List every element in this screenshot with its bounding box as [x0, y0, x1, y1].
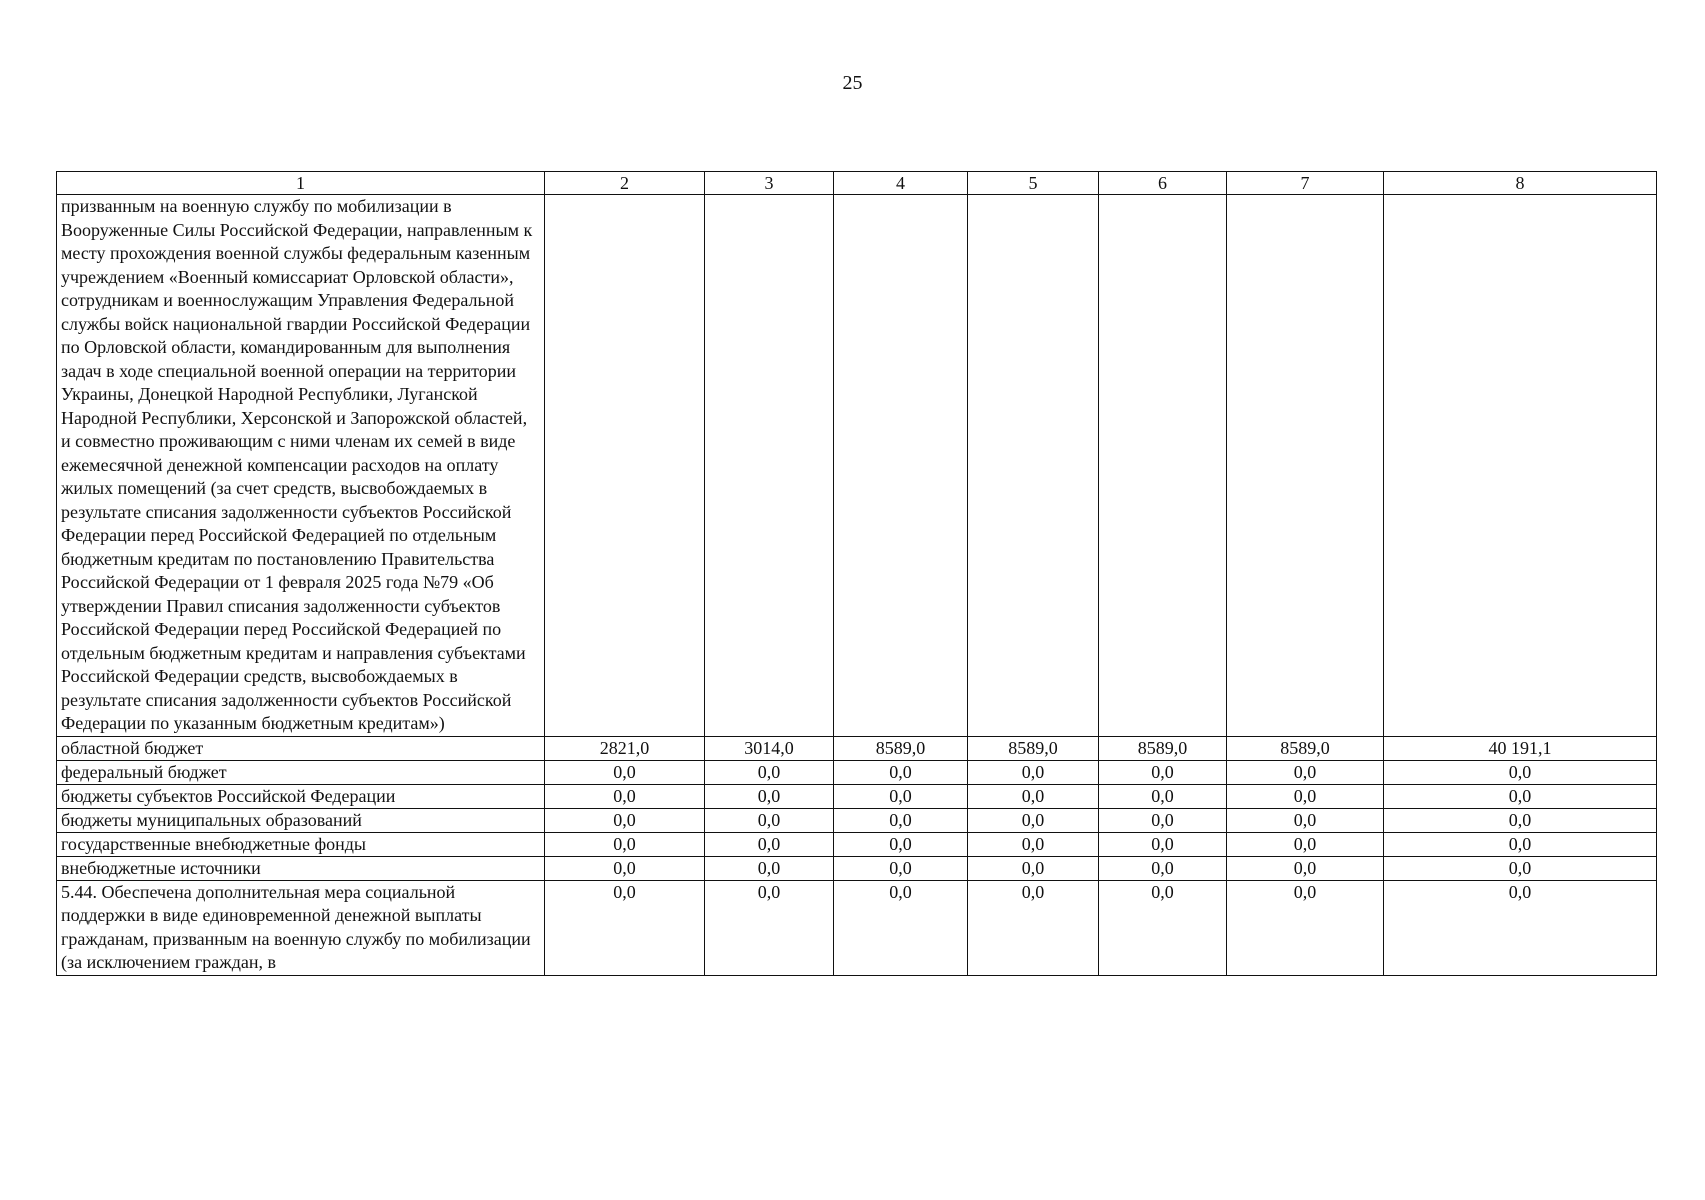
value-cell: 0,0	[1227, 760, 1384, 784]
value-cell: 0,0	[545, 760, 705, 784]
value-cell: 2821,0	[545, 736, 705, 760]
value-cell: 0,0	[545, 856, 705, 880]
value-cell: 0,0	[1099, 760, 1227, 784]
value-cell: 0,0	[1384, 760, 1657, 784]
row-label: внебюджетные источники	[57, 856, 545, 880]
value-cell: 0,0	[968, 880, 1099, 975]
table-row-municipal-budgets	[57, 808, 1657, 832]
value-cell: 0,0	[834, 880, 968, 975]
value-cell: 0,0	[1099, 856, 1227, 880]
empty-cell	[545, 195, 705, 737]
value-cell: 0,0	[1384, 832, 1657, 856]
column-header-7: 7	[1227, 172, 1384, 195]
value-cell: 0,0	[1099, 808, 1227, 832]
value-cell: 8589,0	[1227, 736, 1384, 760]
value-cell: 0,0	[1384, 784, 1657, 808]
value-cell: 0,0	[968, 808, 1099, 832]
table-row-state-extrabudgetary-funds	[57, 832, 1657, 856]
value-cell: 0,0	[968, 784, 1099, 808]
value-cell: 0,0	[545, 832, 705, 856]
description-row	[57, 195, 1657, 737]
value-cell: 0,0	[705, 808, 834, 832]
table-row-subject-budgets	[57, 784, 1657, 808]
table-row-federal-budget	[57, 760, 1657, 784]
value-cell: 8589,0	[968, 736, 1099, 760]
column-header-1: 1	[57, 172, 545, 195]
row-label: бюджеты муниципальных образований	[57, 808, 545, 832]
table-row-extrabudgetary-sources	[57, 856, 1657, 880]
empty-cell	[1384, 195, 1657, 737]
value-cell: 0,0	[1384, 880, 1657, 975]
value-cell: 0,0	[1384, 856, 1657, 880]
column-header-6: 6	[1099, 172, 1227, 195]
value-cell: 0,0	[834, 784, 968, 808]
measure-5-44-description: 5.44. Обеспечена дополнительная мера социальной поддержки в виде единовременной денежной выплаты гражданам, призванным на военную службу по мобилизации (за исключением граждан, в	[57, 880, 545, 975]
value-cell: 0,0	[1227, 808, 1384, 832]
value-cell: 0,0	[1227, 880, 1384, 975]
value-cell: 0,0	[545, 880, 705, 975]
value-cell: 0,0	[834, 760, 968, 784]
row-label: областной бюджет	[57, 736, 545, 760]
empty-cell	[834, 195, 968, 737]
value-cell: 0,0	[834, 808, 968, 832]
value-cell: 8589,0	[1099, 736, 1227, 760]
empty-cell	[705, 195, 834, 737]
empty-cell	[1227, 195, 1384, 737]
value-cell: 0,0	[834, 832, 968, 856]
table-row-measure-5-44	[57, 880, 1657, 975]
column-header-5: 5	[968, 172, 1099, 195]
value-cell: 0,0	[1099, 832, 1227, 856]
row-label: бюджеты субъектов Российской Федерации	[57, 784, 545, 808]
row-label: федеральный бюджет	[57, 760, 545, 784]
value-cell: 0,0	[705, 832, 834, 856]
value-cell: 0,0	[705, 784, 834, 808]
value-cell: 0,0	[705, 856, 834, 880]
table-row-regional-budget	[57, 736, 1657, 760]
value-cell: 0,0	[1227, 784, 1384, 808]
value-cell: 0,0	[968, 856, 1099, 880]
value-cell: 0,0	[545, 784, 705, 808]
header-row	[57, 172, 1657, 195]
value-cell: 0,0	[705, 760, 834, 784]
value-cell: 0,0	[834, 856, 968, 880]
value-cell: 0,0	[968, 832, 1099, 856]
value-cell: 0,0	[1384, 808, 1657, 832]
value-cell: 0,0	[1227, 856, 1384, 880]
value-cell: 8589,0	[834, 736, 968, 760]
value-cell: 0,0	[1099, 880, 1227, 975]
value-cell: 40 191,1	[1384, 736, 1657, 760]
measure-description: призванным на военную службу по мобилизации в Вооруженные Силы Российской Федерации, направленным к месту прохождения военной службы федеральным казенным учреждением «Военный комиссариат Орловской области», сотрудникам и военнослужащим Управления Федеральной службы войск национальной гвардии Российской Федерации по Орловской области, командированным для выполнения задач в ходе специальной военной операции на территории Украины, Донецкой Народной Республики, Луганской Народной Республики, Херсонской и Запорожской областей, и совместно проживающим с ними членам их семей в виде ежемесячной денежной компенсации расходов на оплату жилых помещений (за счет средств, высвобождаемых в результате списания задолженности субъектов Российской Федерации перед Российской Федерацией по отдельным бюджетным кредитам по постановлению Правительства Российской Федерации от 1 февраля 2025 года №79 «Об утверждении Правил списания задолженности субъектов Российской Федерации перед Российской Федерацией по отдельным бюджетным кредитам и направления субъектами Российской Федерации средств, высвобождаемых в результате списания задолженности субъектов Российской Федерации по указанным бюджетным кредитам»)	[57, 195, 545, 737]
empty-cell	[968, 195, 1099, 737]
value-cell: 0,0	[968, 760, 1099, 784]
value-cell: 0,0	[1099, 784, 1227, 808]
value-cell: 3014,0	[705, 736, 834, 760]
value-cell: 0,0	[1227, 832, 1384, 856]
column-header-8: 8	[1384, 172, 1657, 195]
row-label: государственные внебюджетные фонды	[57, 832, 545, 856]
page-number: 25	[842, 72, 863, 94]
budget-table	[56, 171, 1657, 976]
value-cell: 0,0	[705, 880, 834, 975]
column-header-3: 3	[705, 172, 834, 195]
value-cell: 0,0	[545, 808, 705, 832]
empty-cell	[1099, 195, 1227, 737]
column-header-4: 4	[834, 172, 968, 195]
column-header-2: 2	[545, 172, 705, 195]
